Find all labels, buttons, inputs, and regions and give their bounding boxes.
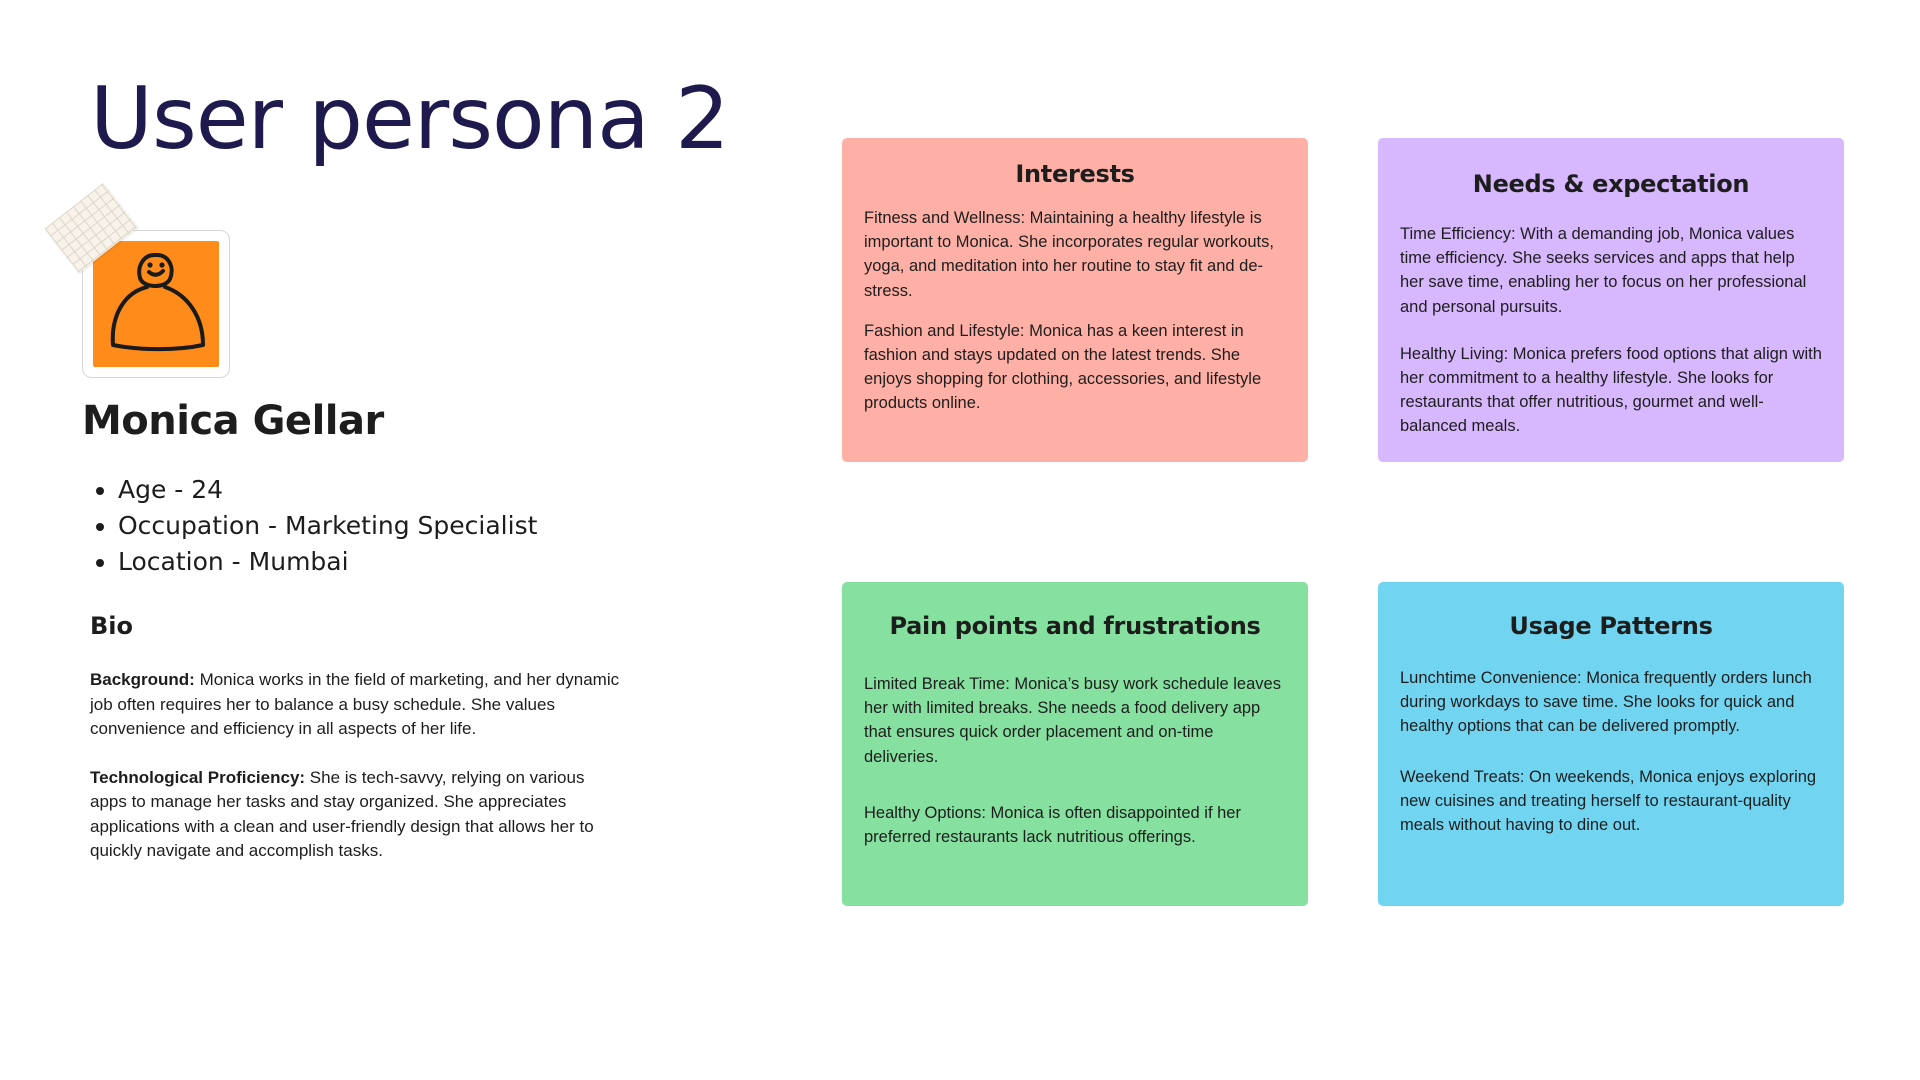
usage-patterns-paragraph-1: Lunchtime Convenience: Monica frequently orders lunch during workdays to save time. She looks for quick and healthy options that can be delivered promptly. [1400, 669, 1812, 736]
person-doodle-drawing [93, 241, 219, 367]
fact-occupation: • Occupation - Marketing Specialist [118, 508, 537, 544]
bio-tech-proficiency [90, 766, 625, 864]
fact-age: • Age - 24 [118, 472, 537, 508]
page-title: User persona 2 [90, 69, 729, 169]
persona-facts-list [92, 472, 537, 580]
needs-card [1378, 138, 1844, 462]
fact-location: • Location - Mumbai [118, 544, 537, 580]
pain-points-title: Pain points and frustrations [889, 612, 1261, 640]
bio-background [90, 668, 625, 742]
bio-tech-text: She is tech-savvy, relying on various apps to manage her tasks and stay organized. She appreciates applications with a clean and user-friendly design that allows her to quickly navigate and accomplish tasks. [90, 767, 594, 860]
pain-points-paragraph-1: Limited Break Time: Monica’s busy work schedule leaves her with limited breaks. She needs a food delivery app that ensures quick order placement and on-time deliveries. [864, 675, 1281, 766]
usage-patterns-title: Usage Patterns [1509, 612, 1713, 640]
interests-paragraph-2: Fashion and Lifestyle: Monica has a keen interest in fashion and stays updated on the latest trends. She enjoys shopping for clothing, accessories, and lifestyle products online. [864, 321, 1262, 413]
bio-background-text: Monica works in the field of marketing, and her dynamic job often requires her to balance a busy schedule. She values convenience and efficiency in all aspects of her life. [90, 670, 620, 738]
bio-heading: Bio [90, 612, 134, 640]
bio-tech-label: Technological Proficiency: [90, 767, 306, 787]
interests-card [842, 138, 1308, 462]
person-doodle-icon [93, 241, 219, 367]
avatar [52, 188, 232, 380]
bio-section [90, 668, 625, 888]
pain-points-paragraph-2: Healthy Options: Monica is often disappointed if her preferred restaurants lack nutritious offerings. [864, 803, 1241, 847]
needs-paragraph-1: Time Efficiency: With a demanding job, Monica values time efficiency. She seeks services and apps that help her save time, enabling her to focus on her professional and personal pursuits. [1400, 225, 1807, 316]
needs-paragraph-2: Healthy Living: Monica prefers food options that align with her commitment to a healthy lifestyle. She looks for restaurants that offer nutritious, gourmet and well-balanced meals. [1400, 344, 1822, 436]
persona-name: Monica Gellar [82, 398, 384, 444]
usage-patterns-card [1378, 582, 1844, 906]
usage-patterns-paragraph-2: Weekend Treats: On weekends, Monica enjoys exploring new cuisines and treating herself to restaurant-quality meals without having to dine out. [1400, 767, 1817, 835]
pain-points-card [842, 582, 1308, 906]
interests-paragraph-1: Fitness and Wellness: Maintaining a healthy lifestyle is important to Monica. She incorporates regular workouts, yoga, and meditation into her routine to stay fit and de-stress. [864, 209, 1274, 300]
needs-title: Needs & expectation [1472, 170, 1750, 198]
interests-title: Interests [1015, 160, 1135, 188]
bio-background-label: Background: [90, 670, 195, 689]
